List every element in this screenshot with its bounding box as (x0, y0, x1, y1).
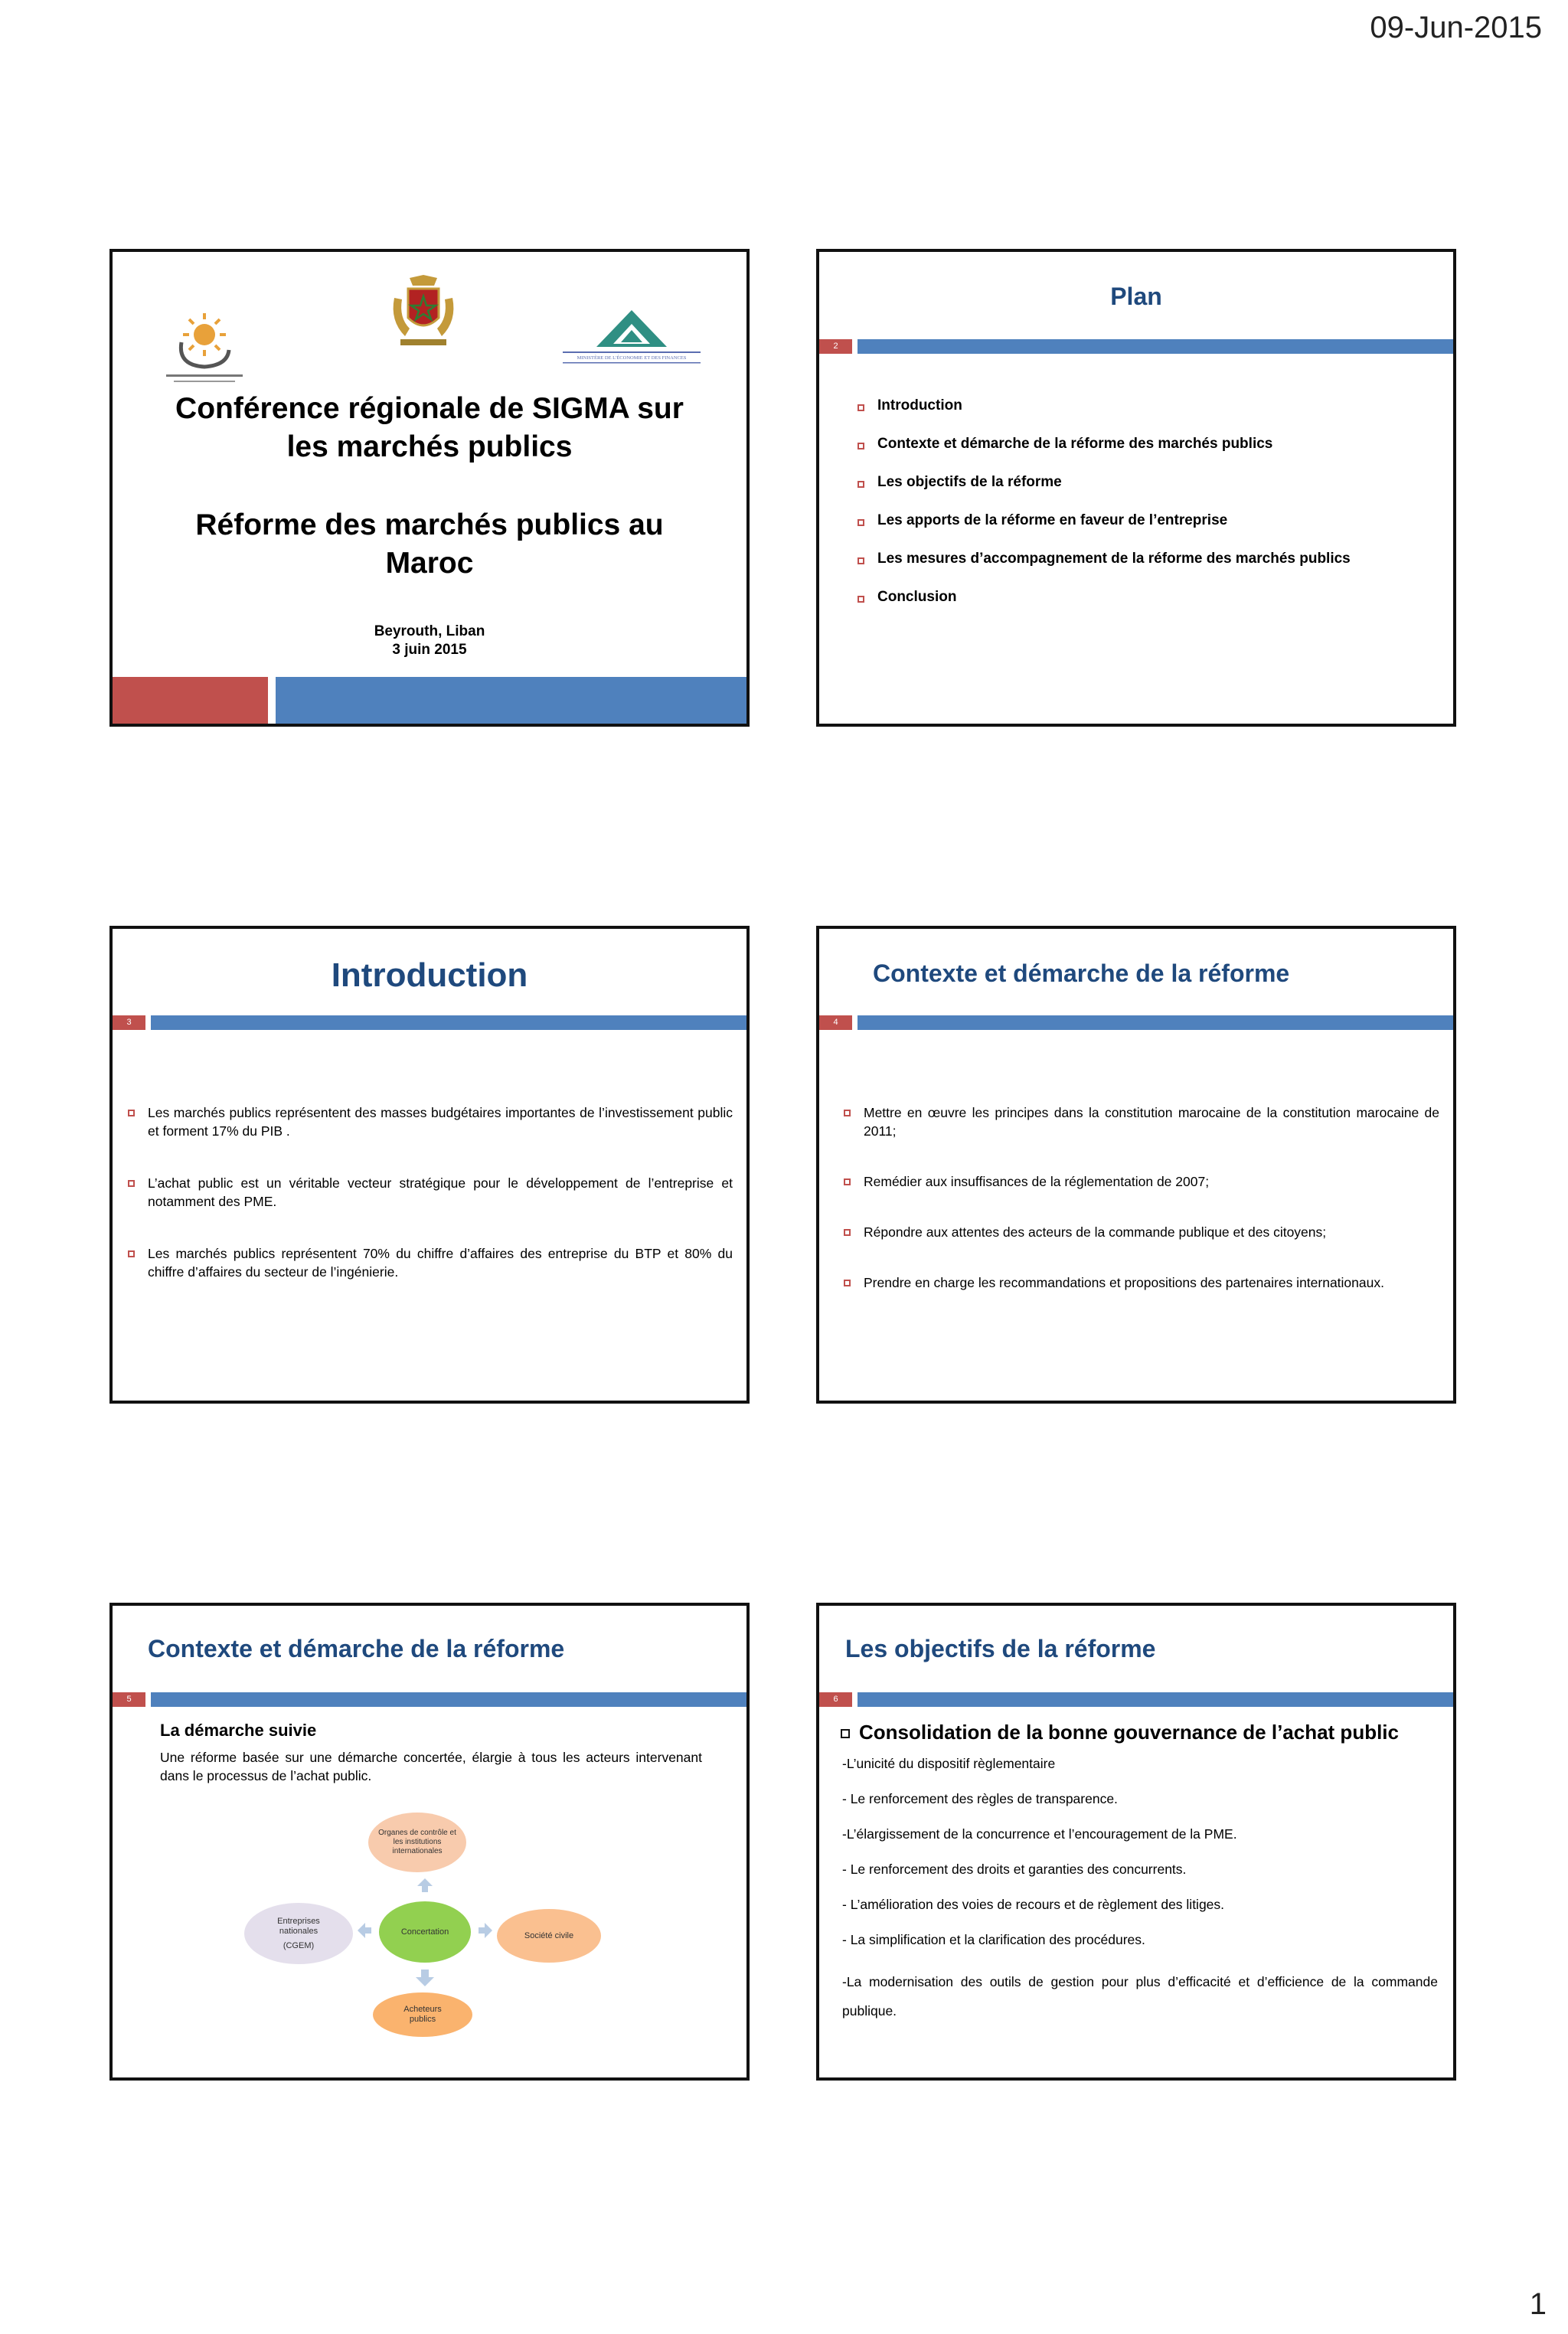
list-item: Les apports de la réforme en faveur de l’entreprise (856, 512, 1430, 551)
slide-3-introduction (109, 926, 750, 1404)
list-item: - La simplification et la clarification des procédures. (842, 1932, 1145, 1947)
list-item: L’achat public est un véritable vecteur stratégique pour le développement de l’entreprise et notamment des PME. (126, 1174, 733, 1211)
list-item: - L’amélioration des voies de recours et de règlement des litiges. (842, 1897, 1225, 1912)
list-item: -La modernisation des outils de gestion pour plus d’efficacité et d’efficience de la commande publique. (842, 1974, 1438, 2019)
slide-number: 3 (113, 1015, 145, 1030)
slide-title: Les objectifs de la réforme (845, 1635, 1156, 1662)
venue-and-date: Beyrouth, Liban 3 juin 2015 (374, 623, 485, 658)
slide-number: 2 (819, 339, 852, 354)
diagram-node-concertation: Concertation (379, 1901, 471, 1963)
list-item: - Le renforcement des règles de transparence. (842, 1791, 1118, 1806)
ministry-logo-text: MINISTÈRE DE L'ÉCONOMIE ET DES FINANCES (577, 355, 687, 361)
slide-band (819, 1692, 1453, 1707)
objective-heading: Consolidation de la bonne gouvernance de l’achat public (841, 1721, 1446, 1744)
list-item: Les mesures d’accompagnement de la réforme des marchés publics (856, 551, 1430, 589)
list-item: Mettre en œuvre les principes dans la constitution marocaine de la constitution marocaine de 2011; (842, 1103, 1439, 1140)
slide-title: Contexte et démarche de la réforme (873, 959, 1290, 987)
context-list (842, 1103, 1439, 1292)
page-number: 1 (1529, 2287, 1547, 2321)
plan-list (856, 397, 1430, 627)
footer-red-block (113, 677, 268, 726)
conference-title: Conférence régionale de SIGMA sur les marchés publics (175, 392, 684, 463)
institution-emblem-logo (158, 304, 250, 388)
arrow-left-icon (358, 1923, 371, 1938)
footer-blue-block (276, 677, 746, 726)
slide-band (113, 1015, 746, 1030)
section-text: Une réforme basée sur une démarche concertée, élargie à tous les acteurs intervenant dans le processus de l’achat public. (160, 1750, 702, 1783)
list-item: Répondre aux attentes des acteurs de la commande publique et des citoyens; (842, 1223, 1439, 1241)
slide-5-approach (109, 1603, 750, 2081)
slide-number: 5 (113, 1692, 145, 1707)
list-item: Contexte et démarche de la réforme des marchés publics (856, 436, 1430, 474)
list-item: Les objectifs de la réforme (856, 474, 1430, 512)
list-item: - Le renforcement des droits et garanties des concurrents. (842, 1862, 1187, 1877)
diagram-node-control-bodies: Organes de contrôle et les institutions internationales (368, 1813, 466, 1872)
list-item: -L’unicité du dispositif règlementaire (842, 1756, 1056, 1771)
arrow-down-icon (416, 1970, 434, 1986)
slide-band (819, 339, 1453, 354)
slide-band (819, 1015, 1453, 1030)
diagram-node-national-companies: Entreprises nationales (CGEM) (244, 1903, 353, 1964)
objectives-list (842, 1756, 1438, 2025)
royal-coat-of-arms-logo (387, 275, 460, 351)
slide-title: Introduction (331, 956, 528, 994)
slide-number: 6 (819, 1692, 852, 1707)
intro-list (126, 1103, 733, 1281)
list-item: Prendre en charge les recommandations et propositions des partenaires internationaux. (842, 1273, 1439, 1292)
diagram-arrows (113, 1606, 746, 2077)
list-item: -L’élargissement de la concurrence et l’encouragement de la PME. (842, 1826, 1237, 1842)
list-item: Les marchés publics représentent des masses budgétaires importantes de l’investissement public et forment 17% du PIB . (126, 1103, 733, 1140)
slide-title: Plan (1110, 283, 1162, 310)
slide-2-plan (816, 249, 1456, 727)
list-item: Les marchés publics représentent 70% du chiffre d’affaires des entreprise du BTP et 80% du chiffre d’affaires du secteur de l’ingénierie. (126, 1244, 733, 1281)
slide-6-objectives (816, 1603, 1456, 2081)
diagram-node-civil-society: Société civile (497, 1909, 601, 1963)
list-item: Remédier aux insuffisances de la réglementation de 2007; (842, 1172, 1439, 1191)
slide-4-context (816, 926, 1456, 1404)
arrow-right-icon (479, 1923, 492, 1938)
list-item: Introduction (856, 397, 1430, 436)
arrow-up-icon (417, 1878, 433, 1892)
slide-title: Contexte et démarche de la réforme (148, 1635, 565, 1662)
diagram-node-public-buyers: Acheteurs publics (373, 1992, 472, 2037)
page-date: 09-Jun-2015 (1370, 11, 1542, 44)
section-heading: La démarche suivie (160, 1721, 317, 1740)
slide-1-title (109, 249, 750, 727)
list-item: Conclusion (856, 589, 1430, 627)
slide-number: 4 (819, 1015, 852, 1030)
reform-title: Réforme des marchés publics au Maroc (195, 508, 664, 580)
bullet-box-icon (841, 1729, 850, 1738)
ministry-of-economy-logo (555, 307, 708, 368)
